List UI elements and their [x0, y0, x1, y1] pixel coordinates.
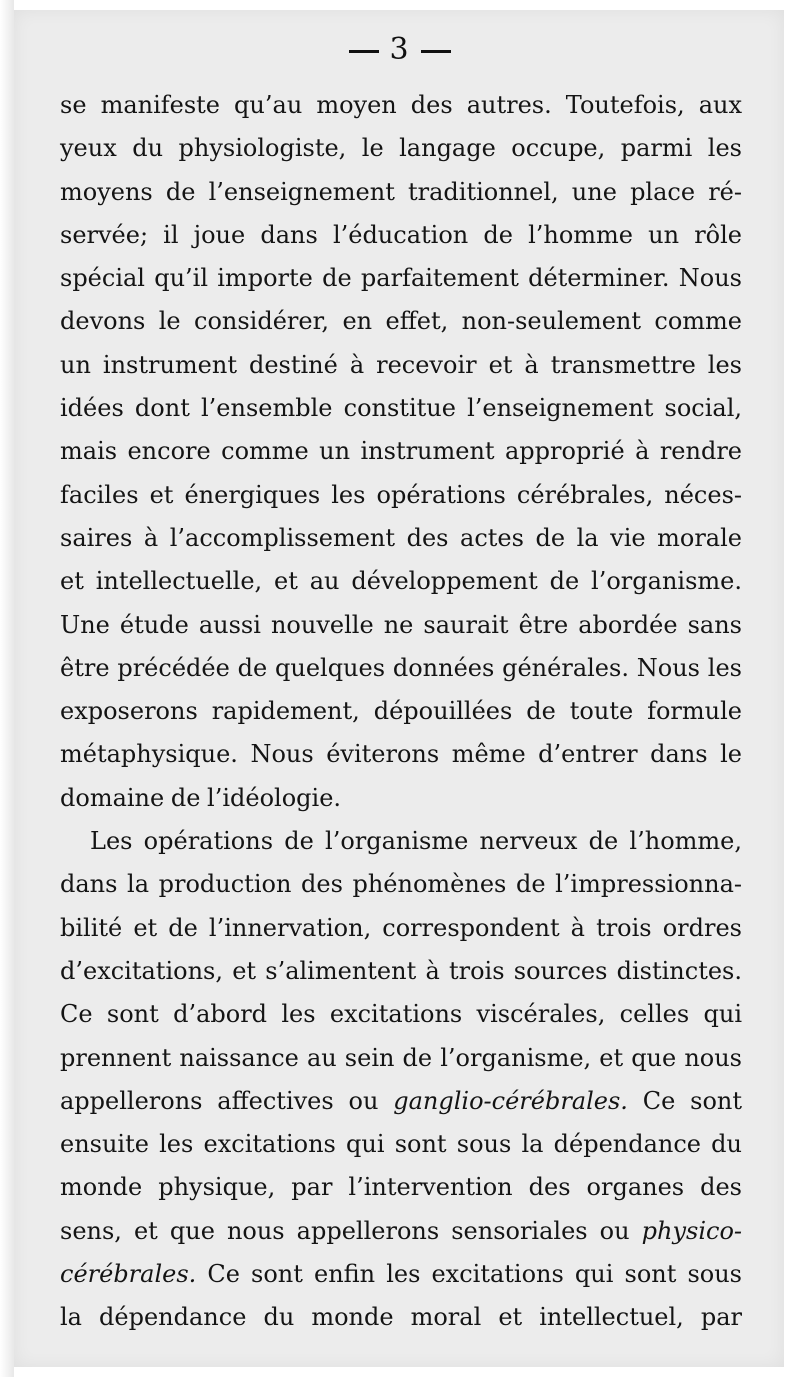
- book-gutter-shadow: [0, 0, 14, 1377]
- text-line: servée; il joue dans l’éducation de l’homme un rôle: [60, 220, 742, 249]
- text-line: se manifeste qu’au moyen des autres. Toutefois, aux: [60, 91, 742, 119]
- paragraph-2: [60, 820, 742, 1340]
- text-line: domaine de l’idéologie.: [60, 783, 342, 812]
- text-line: bilité et de l’innervation, correspondent à trois ordres: [60, 913, 742, 942]
- text-line: exposerons rapidement, dépouillées de toute formule: [60, 697, 742, 726]
- text-line: devons le considérer, en effet, non-seulement comme: [60, 307, 742, 336]
- page-number-dash-right: [421, 50, 451, 53]
- text-line: idées dont l’ensemble constitue l’enseignement social,: [60, 394, 742, 423]
- page-number-dash-left: [349, 50, 379, 53]
- page-number-value: 3: [389, 32, 411, 67]
- text-line: Les opérations de l’organisme nerveux de l’homme,: [90, 827, 742, 856]
- text-line: prennent naissance au sein de l’organisme, et que nous: [60, 1043, 742, 1072]
- text-line: moyens de l’enseignement traditionnel, une place ré-: [60, 177, 742, 206]
- text-line: cérébrales. Ce sont enfin les excitations qui sont sous: [60, 1260, 742, 1289]
- text-line: la dépendance du monde moral et intellectuel, par: [60, 1303, 742, 1332]
- text-line: monde physique, par l’intervention des organes des: [60, 1173, 742, 1202]
- text-line: sens, et que nous appellerons sensoriales ou physico-: [60, 1216, 742, 1245]
- paragraph-1: [60, 84, 742, 820]
- text-line: spécial qu’il importe de parfaitement déterminer. Nous: [60, 264, 742, 293]
- text-line: un instrument destiné à recevoir et à transmettre les: [60, 350, 742, 379]
- italic-term: cérébrales.: [60, 1260, 197, 1289]
- text-line: métaphysique. Nous éviterons même d’entrer dans le: [60, 740, 742, 769]
- text-line: ensuite les excitations qui sont sous la dépendance du: [60, 1130, 742, 1159]
- text-line: dans la production des phénomènes de l’impressionna-: [60, 870, 742, 899]
- text-line: yeux du physiologiste, le langage occupe, parmi les: [60, 134, 742, 163]
- page-number: [0, 32, 800, 67]
- text-line: Une étude aussi nouvelle ne saurait être abordée sans: [60, 610, 742, 639]
- body-text: [60, 84, 742, 1340]
- text-line: et intellectuelle, et au développement de l’organisme.: [60, 567, 742, 596]
- text-line: appellerons affectives ou ganglio-cérébrales. Ce sont: [60, 1086, 742, 1115]
- text-line: d’excitations, et s’alimentent à trois sources distinctes.: [60, 956, 742, 985]
- text-line: faciles et énergiques les opérations cérébrales, néces-: [60, 480, 742, 509]
- text-line: saires à l’accomplissement des actes de la vie morale: [60, 523, 742, 552]
- text-line: Ce sont d’abord les excitations viscérales, celles qui: [60, 1000, 742, 1029]
- text-line: être précédée de quelques données générales. Nous les: [60, 653, 742, 682]
- italic-term: ganglio-cérébrales.: [393, 1086, 628, 1115]
- text-line: mais encore comme un instrument approprié à rendre: [60, 437, 742, 466]
- italic-term: physico-: [641, 1216, 742, 1245]
